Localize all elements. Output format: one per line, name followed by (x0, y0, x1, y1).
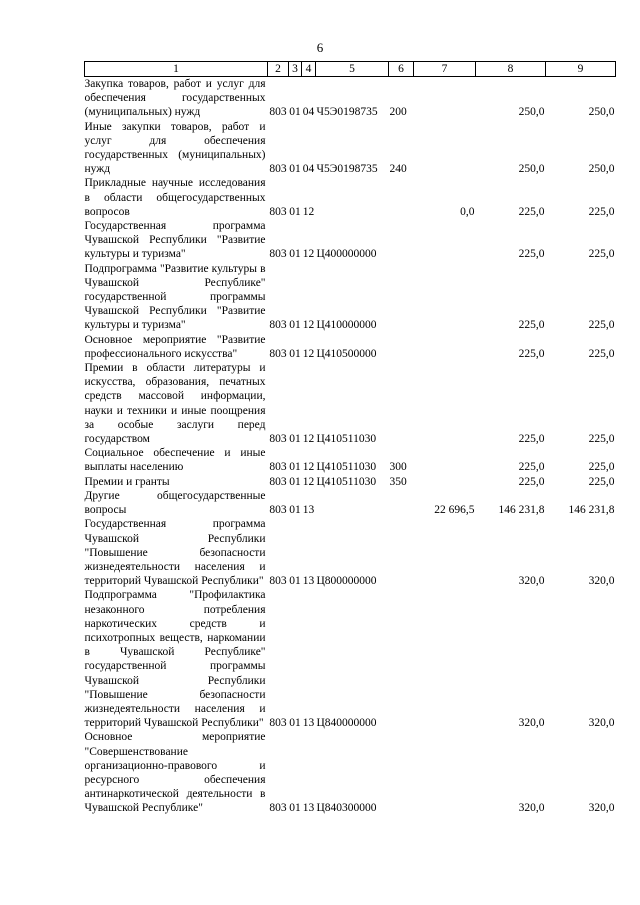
row-subsection: 13 (302, 575, 315, 588)
table-row (85, 730, 616, 815)
row-gr-code: 803 (269, 802, 287, 815)
header-cell: 6 (389, 62, 414, 77)
header-cell: 1 (85, 62, 268, 77)
row-section: 01 (289, 461, 301, 474)
row-gr-code: 803 (269, 717, 287, 730)
table-row (85, 489, 616, 517)
row-col8-value: 225,0 (518, 319, 545, 332)
row-section: 01 (289, 205, 301, 218)
row-section: 01 (289, 347, 301, 360)
page-number: 6 (316, 40, 324, 55)
row-col7-value (414, 730, 476, 815)
row-col8-value: 225,0 (518, 433, 545, 446)
row-col7-value (414, 446, 476, 474)
row-expense-type (389, 730, 414, 815)
row-subsection: 13 (302, 717, 315, 730)
table-row (85, 262, 616, 333)
row-col9-value: 250,0 (588, 106, 615, 119)
row-expense-type (389, 517, 414, 588)
row-gr-code: 803 (269, 504, 287, 517)
row-subsection: 12 (302, 461, 315, 474)
row-expense-type: 350 (389, 475, 407, 488)
row-col7-value: 22 696,5 (434, 504, 475, 517)
row-col9-value: 146 231,8 (568, 504, 615, 517)
header-cell: 9 (546, 62, 616, 77)
row-name: Прикладные научные исследования в области общегосударственных вопросов (84, 177, 266, 218)
row-name: Государственная программа Чувашской Республики "Развитие культуры и туризма" (84, 220, 266, 261)
row-col8-value: 320,0 (518, 802, 545, 815)
row-col9-value: 320,0 (588, 717, 615, 730)
row-col8-value: 146 231,8 (498, 504, 545, 517)
row-target-article: Ц410511030 (316, 461, 377, 474)
row-subsection: 13 (302, 504, 315, 517)
row-name: Премии в области литературы и искусства, образования, печатных средств массовой информации, науки и техники и иные поощрения за особые заслуги перед государством (84, 362, 266, 446)
row-col8-value: 225,0 (518, 347, 545, 360)
budget-table (84, 61, 616, 816)
table-row (85, 588, 616, 730)
row-name: Иные закупки товаров, работ и услуг для обеспечения государственных (муниципальных) нужд (84, 120, 266, 176)
table-row (85, 475, 616, 489)
row-name: Подпрограмма "Развитие культуры в Чувашской Республике" государственной программы Чувашской Республики "Развитие культуры и туризма" (84, 262, 266, 332)
row-subsection: 04 (302, 106, 315, 119)
table-row (85, 77, 616, 120)
row-target-article (316, 489, 389, 517)
row-gr-code: 803 (269, 319, 287, 332)
row-section: 01 (289, 802, 301, 815)
row-col7-value (414, 517, 476, 588)
row-target-article: Ц840300000 (316, 802, 377, 815)
row-subsection: 12 (302, 319, 315, 332)
row-section: 01 (289, 106, 301, 119)
row-section: 01 (289, 433, 301, 446)
row-gr-code: 803 (269, 163, 287, 176)
row-target-article: Ц410511030 (316, 475, 377, 488)
row-col9-value: 320,0 (588, 575, 615, 588)
row-col8-value: 250,0 (518, 163, 545, 176)
table-row (85, 446, 616, 474)
row-name: Государственная программа Чувашской Республики "Повышение безопасности жизнедеятельности населения и территорий Чувашской Республики" (84, 518, 266, 588)
row-target-article (316, 176, 389, 219)
row-subsection: 04 (302, 163, 315, 176)
row-gr-code: 803 (269, 461, 287, 474)
row-col9-value: 225,0 (588, 248, 615, 261)
row-col9-value: 225,0 (588, 205, 615, 218)
row-col8-value: 225,0 (518, 205, 545, 218)
row-subsection: 12 (302, 475, 315, 488)
row-col7-value (414, 333, 476, 361)
table-row (85, 333, 616, 361)
row-expense-type (389, 176, 414, 219)
row-expense-type: 240 (389, 163, 407, 176)
row-expense-type (389, 588, 414, 730)
row-gr-code: 803 (269, 205, 287, 218)
row-expense-type: 200 (389, 106, 407, 119)
table-row (85, 517, 616, 588)
row-expense-type (389, 361, 414, 446)
row-col7-value: 0,0 (460, 205, 475, 218)
row-col8-value: 225,0 (518, 475, 545, 488)
row-expense-type: 300 (389, 461, 407, 474)
row-col7-value (414, 361, 476, 446)
header-cell: 8 (476, 62, 546, 77)
table-row (85, 120, 616, 177)
row-gr-code: 803 (269, 106, 287, 119)
row-target-article: Ц410000000 (316, 319, 377, 332)
row-section: 01 (289, 319, 301, 332)
row-subsection: 12 (302, 248, 315, 261)
row-target-article: Ч5Э0198735 (316, 106, 378, 119)
header-cell: 3 (289, 62, 302, 77)
row-col7-value (414, 219, 476, 262)
row-expense-type (389, 219, 414, 262)
row-col9-value: 225,0 (588, 461, 615, 474)
row-name: Премии и гранты (84, 475, 170, 488)
row-gr-code: 803 (269, 433, 287, 446)
row-col9-value: 225,0 (588, 319, 615, 332)
row-section: 01 (289, 575, 301, 588)
table-row (85, 176, 616, 219)
row-col9-value: 320,0 (588, 802, 615, 815)
row-name: Основное мероприятие "Совершенствование организационно-правового и ресурсного обеспечения антинаркотической деятельности в Чувашской Республике" (84, 731, 266, 815)
table-header (85, 62, 616, 77)
row-col7-value (414, 77, 476, 120)
row-col7-value (414, 262, 476, 333)
row-name: Другие общегосударственные вопросы (84, 489, 266, 517)
row-section: 01 (289, 248, 301, 261)
row-expense-type (389, 333, 414, 361)
table-row (85, 361, 616, 446)
row-expense-type (389, 489, 414, 517)
row-name: Закупка товаров, работ и услуг для обеспечения государственных (муниципальных) нужд (84, 78, 266, 119)
row-col9-value: 250,0 (588, 163, 615, 176)
row-col9-value: 225,0 (588, 433, 615, 446)
row-name: Подпрограмма "Профилактика незаконного потребления наркотических средств и психотропных веществ, наркомании в Чувашской Республике" государственной программы Чувашской Республики "Повышение безопасности жизнедеятельности населения и территорий Чувашской Республики" (84, 589, 266, 730)
row-expense-type (389, 262, 414, 333)
header-cell: 4 (302, 62, 316, 77)
row-gr-code: 803 (269, 347, 287, 360)
row-col8-value: 225,0 (518, 461, 545, 474)
row-col8-value: 250,0 (518, 106, 545, 119)
row-section: 01 (289, 163, 301, 176)
row-gr-code: 803 (269, 575, 287, 588)
row-name: Основное мероприятие "Развитие профессионального искусства" (84, 333, 266, 360)
row-subsection: 12 (302, 205, 315, 218)
row-target-article: Ц400000000 (316, 248, 377, 261)
row-subsection: 12 (302, 347, 315, 360)
header-cell: 5 (316, 62, 389, 77)
header-cell: 7 (414, 62, 476, 77)
row-col9-value: 225,0 (588, 475, 615, 488)
row-col9-value: 225,0 (588, 347, 615, 360)
row-target-article: Ц800000000 (316, 575, 377, 588)
row-col7-value (414, 475, 476, 489)
row-section: 01 (289, 504, 301, 517)
row-col8-value: 320,0 (518, 575, 545, 588)
table-row (85, 219, 616, 262)
row-target-article: Ц410500000 (316, 347, 377, 360)
row-subsection: 13 (302, 802, 315, 815)
row-target-article: Ц840000000 (316, 717, 377, 730)
row-col8-value: 225,0 (518, 248, 545, 261)
row-gr-code: 803 (269, 475, 287, 488)
row-name: Социальное обеспечение и иные выплаты населению (84, 447, 266, 474)
row-col7-value (414, 588, 476, 730)
row-col7-value (414, 120, 476, 177)
row-section: 01 (289, 717, 301, 730)
row-col8-value: 320,0 (518, 717, 545, 730)
header-cell: 2 (268, 62, 289, 77)
row-subsection: 12 (302, 433, 315, 446)
row-section: 01 (289, 475, 301, 488)
table-body (85, 77, 616, 816)
row-target-article: Ц410511030 (316, 433, 377, 446)
row-gr-code: 803 (269, 248, 287, 261)
row-target-article: Ч5Э0198735 (316, 163, 378, 176)
